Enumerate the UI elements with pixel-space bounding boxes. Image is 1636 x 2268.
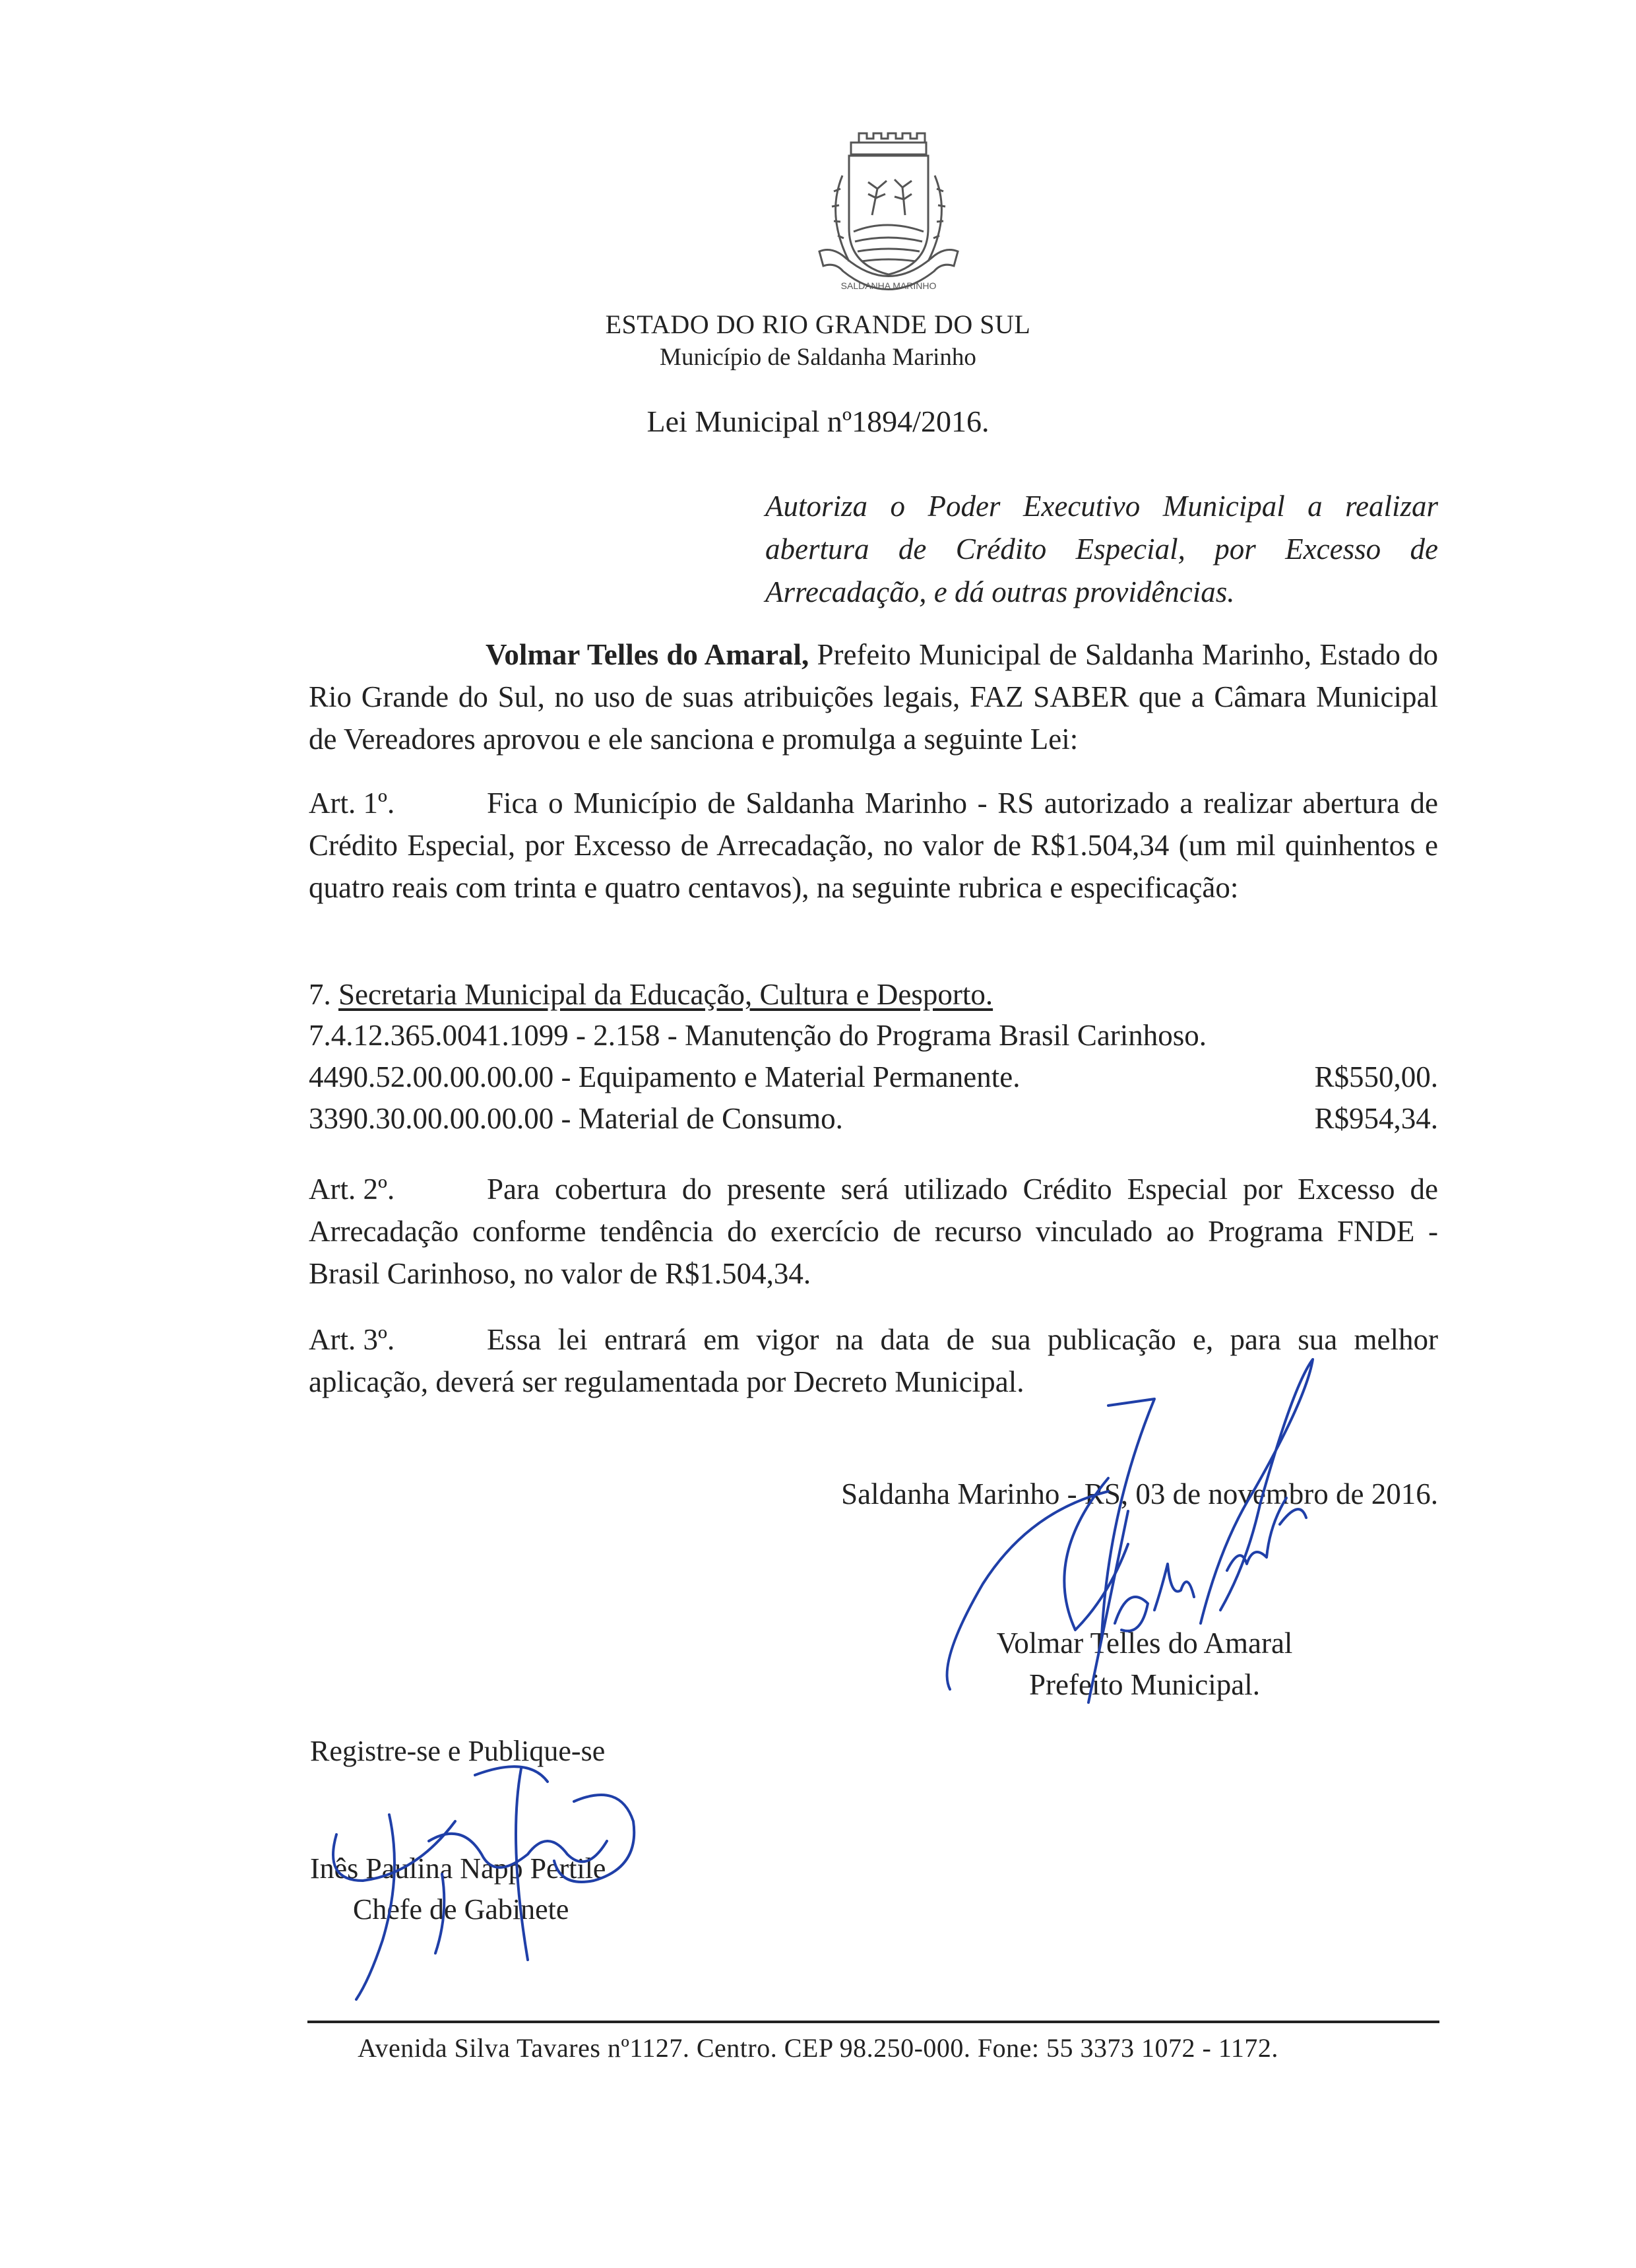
budget-section [309, 975, 1438, 1014]
article-2-text: Para cobertura do presente será utilizado Crédito Especial por Excesso de Arrecadação conforme tendência do exercício de recurso vinculado ao Programa FNDE - Brasil Carinhoso, no valor de R$1.504,34. [309, 1173, 1438, 1290]
state-name: ESTADO DO RIO GRANDE DO SUL [605, 309, 1031, 339]
footer-divider [307, 2021, 1439, 2023]
chief-of-staff-role: Chefe de Gabinete [353, 1893, 569, 1926]
law-title: Lei Municipal nº1894/2016. [646, 405, 990, 438]
budget-item-amount: R$550,00. [1314, 1060, 1438, 1093]
article-2-label: Art. 2º. [309, 1173, 395, 1206]
coat-of-arms-seal [780, 116, 997, 314]
municipality-name: Município de Saldanha Marinho [660, 344, 976, 371]
article-1-text: Fica o Município de Saldanha Marinho - RS autorizado a realizar abertura de Crédito Especial, por Excesso de Arrecadação, no valor de R$1.504,34 (um mil quinhentos e quatro reais com trinta e quatro centavos), na seguinte rubrica e especificação: [309, 787, 1438, 904]
law-ementa: Autoriza o Poder Executivo Municipal a realizar abertura de Crédito Especial, por Excesso de Arrecadação, e dá outras providências. [765, 490, 1438, 608]
article-3-label: Art. 3º. [309, 1323, 395, 1356]
article-1 [309, 782, 1438, 909]
place-and-date: Saldanha Marinho - RS, 03 de novembro de 2016. [841, 1477, 1438, 1510]
mayor-name: Volmar Telles do Amaral, [486, 638, 809, 671]
budget-program: 7.4.12.365.0041.1099 - 2.158 - Manutenção do Programa Brasil Carinhoso. [309, 1019, 1207, 1052]
footer-address: Avenida Silva Tavares nº1127. Centro. CEP 98.250-000. Fone: 55 3373 1072 - 1172. [358, 2033, 1278, 2063]
seal-ribbon-text: SALDANHA MARINHO [840, 280, 937, 291]
budget-item [309, 1099, 1438, 1138]
mayor-signature-name: Volmar Telles do Amaral [996, 1627, 1293, 1660]
budget-section-number: 7. [309, 978, 331, 1011]
article-3-text: Essa lei entrará em vigor na data de sua publicação e, para sua melhor aplicação, deverá ser regulamentada por Decreto Municipal. [309, 1323, 1438, 1398]
budget-item-amount: R$954,34. [1314, 1102, 1438, 1135]
budget-item-code: 4490.52.00.00.00.00 - Equipamento e Material Permanente. [309, 1060, 1021, 1093]
register-publish-note: Registre-se e Publique-se [310, 1735, 606, 1767]
article-2 [309, 1168, 1438, 1295]
mayor-signature-role: Prefeito Municipal. [1029, 1668, 1260, 1701]
budget-item-code: 3390.30.00.00.00.00 - Material de Consumo. [309, 1102, 843, 1135]
article-1-label: Art. 1º. [309, 787, 395, 820]
budget-section-name: Secretaria Municipal da Educação, Cultura e Desporto. [338, 978, 993, 1011]
preamble-text: Prefeito Municipal de Saldanha Marinho, Estado do Rio Grande do Sul, no uso de suas atribuições legais, FAZ SABER que a Câmara Municipal de Vereadores aprovou e ele sanciona e promulga a seguinte Lei: [309, 638, 1438, 756]
budget-item [309, 1058, 1438, 1096]
preamble-paragraph [309, 633, 1438, 760]
chief-of-staff-name: Inês Paulina Napp Pertile [310, 1852, 606, 1885]
article-3 [309, 1318, 1438, 1403]
